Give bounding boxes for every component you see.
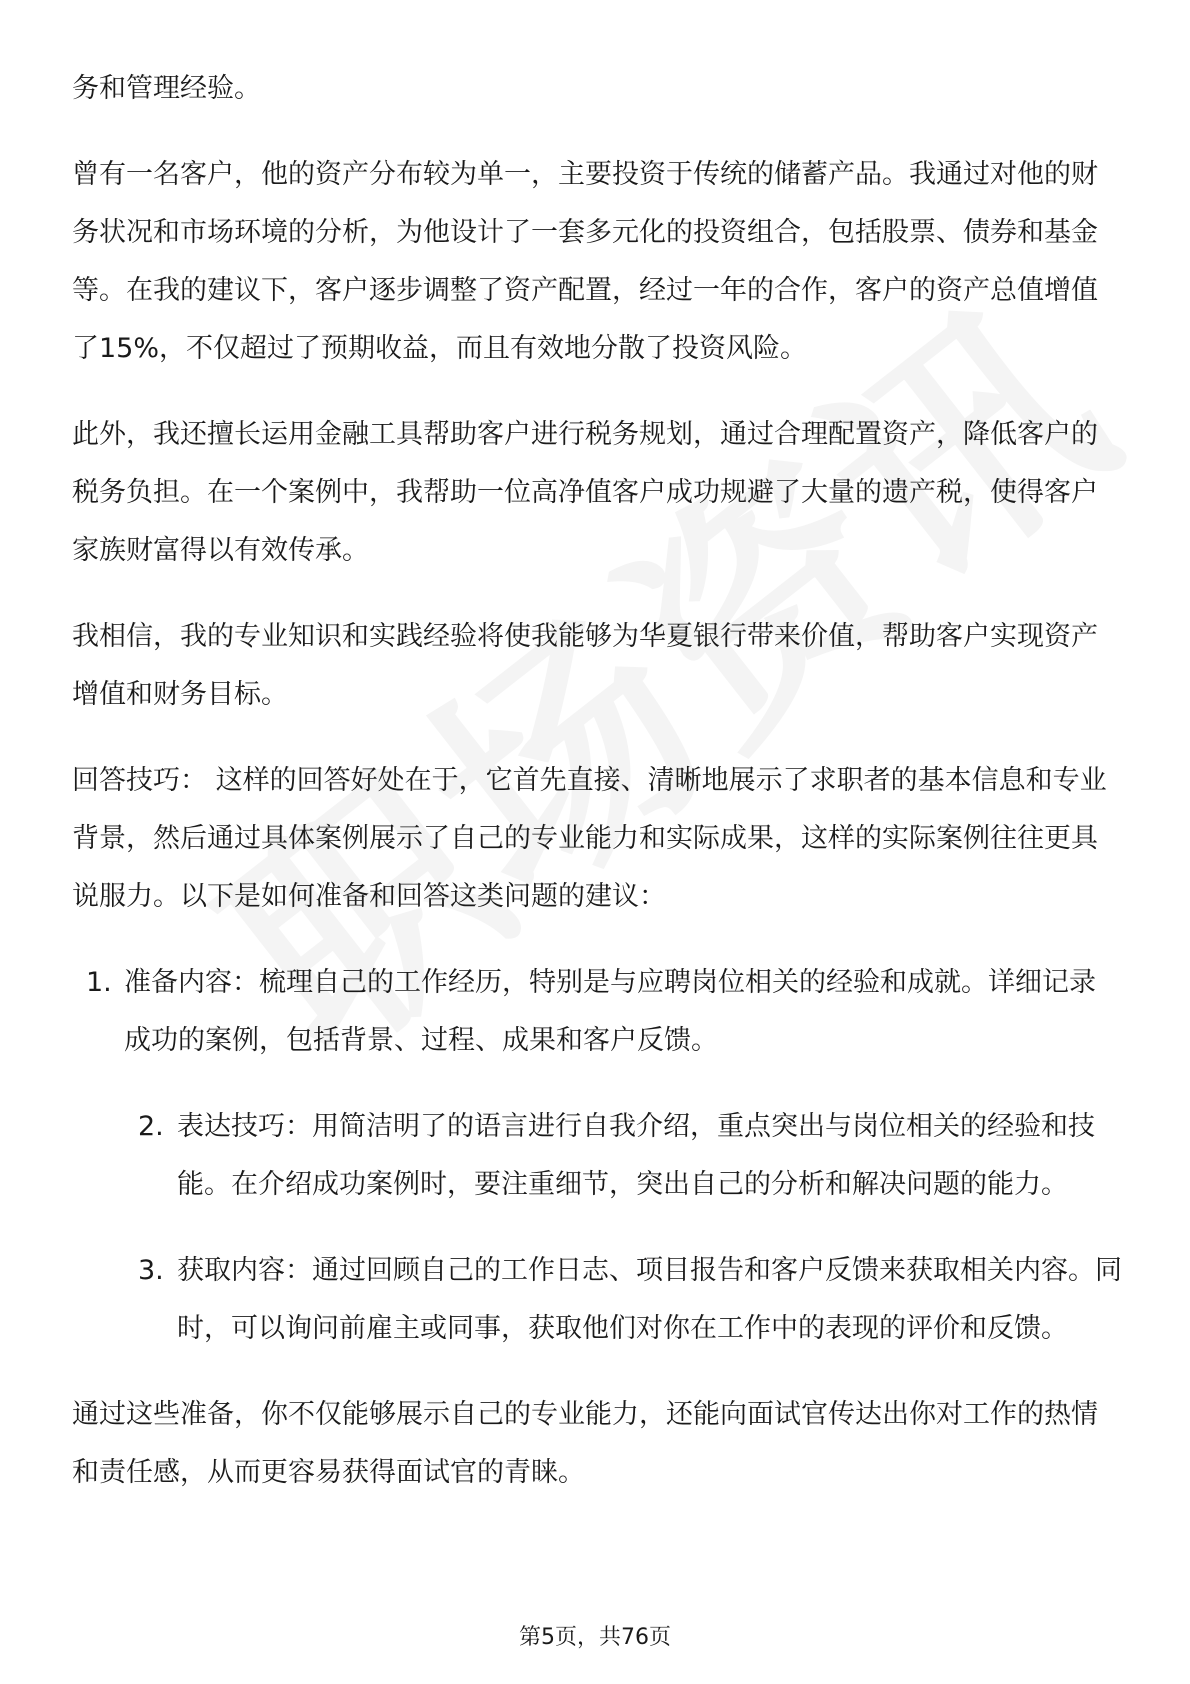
- list-number: 2.: [138, 1111, 164, 1142]
- list-item: [72, 1242, 1122, 1358]
- paragraph: 此外，我还擅长运用金融工具帮助客户进行税务规划，通过合理配置资产，降低客户的税务负担。在一个案例中，我帮助一位高净值客户成功规避了大量的遗产税，使得客户家族财富得以有效传承。: [72, 419, 1098, 566]
- paragraph: 我相信，我的专业知识和实践经验将使我能够为华夏银行带来价值，帮助客户实现资产增值和财务目标。: [72, 621, 1098, 710]
- list-text: 表达技巧：用简洁明了的语言进行自我介绍，重点突出与岗位相关的经验和技能。在介绍成功案例时，要注重细节，突出自己的分析和解决问题的能力。: [177, 1111, 1095, 1200]
- paragraph: 回答技巧： 这样的回答好处在于，它首先直接、清晰地展示了求职者的基本信息和专业背景，然后通过具体案例展示了自己的专业能力和实际成果，这样的实际案例往往更具说服力。以下是如何准备和回答这类问题的建议：: [72, 765, 1107, 912]
- list-item: [72, 954, 1122, 1070]
- paragraph: 曾有一名客户，他的资产分布较为单一，主要投资于传统的储蓄产品。我通过对他的财务状况和市场环境的分析，为他设计了一套多元化的投资组合，包括股票、债券和基金等。在我的建议下，客户逐步调整了资产配置，经过一年的合作，客户的资产总值增值了15%，不仅超过了预期收益，而且有效地分散了投资风险。: [72, 159, 1098, 364]
- list-text: 准备内容：梳理自己的工作经历，特别是与应聘岗位相关的经验和成就。详细记录成功的案例，包括背景、过程、成果和客户反馈。: [124, 967, 1096, 1056]
- paragraph: 务和管理经验。: [72, 73, 261, 104]
- paragraph: 通过这些准备，你不仅能够展示自己的专业能力，还能向面试官传达出你对工作的热情和责任感，从而更容易获得面试官的青睐。: [72, 1399, 1098, 1488]
- page-footer: 第5页，共76页: [519, 1625, 671, 1650]
- list-item: [72, 1098, 1122, 1214]
- page-content: [72, 60, 1122, 1502]
- list-number: 1.: [86, 967, 112, 998]
- list-text: 获取内容：通过回顾自己的工作日志、项目报告和客户反馈来获取相关内容。同时，可以询问前雇主或同事，获取他们对你在工作中的表现的评价和反馈。: [177, 1255, 1122, 1344]
- list-number: 3.: [138, 1255, 164, 1286]
